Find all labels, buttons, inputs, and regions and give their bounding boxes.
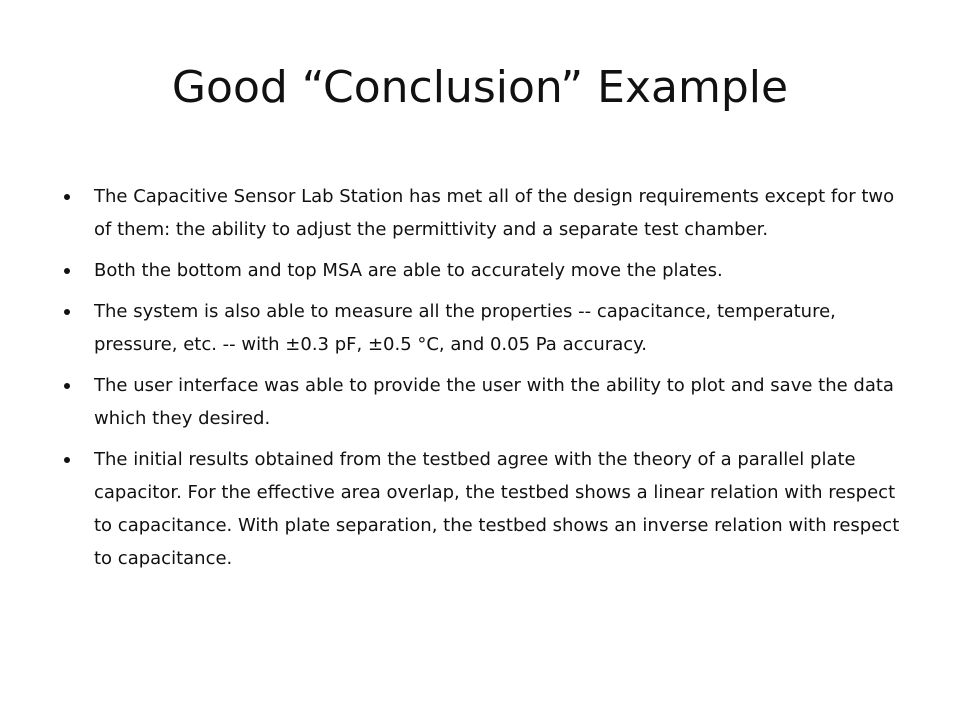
bullet-text: Both the bottom and top MSA are able to accurately move the plates.: [94, 260, 723, 281]
slide-title: Good “Conclusion” Example: [171, 62, 789, 113]
bullet-point-icon: [64, 383, 70, 389]
bullet-item: [60, 443, 910, 575]
bullet-point-icon: [64, 457, 70, 463]
bullet-point-icon: [64, 194, 70, 200]
bullet-point-icon: [64, 268, 70, 274]
bullet-text: The Capacitive Sensor Lab Station has met all of the design requirements except for two of them: the ability to adjust the permittivity and a separate test chamber.: [94, 186, 895, 240]
bullet-text: The user interface was able to provide the user with the ability to plot and save the data which they desired.: [94, 375, 894, 429]
bullet-item: [60, 180, 910, 246]
bullet-item: [60, 369, 910, 435]
bullet-list: [60, 180, 910, 583]
bullet-point-icon: [64, 309, 70, 315]
bullet-text: The system is also able to measure all the properties -- capacitance, temperature, pressure, etc. -- with ±0.3 pF, ±0.5 °C, and 0.05 Pa accuracy.: [94, 301, 836, 355]
bullet-item: [60, 295, 910, 361]
bullet-text: The initial results obtained from the testbed agree with the theory of a parallel plate capacitor. For the effective area overlap, the testbed shows a linear relation with respect to capacitance. With plate separation, the testbed shows an inverse relation with respect to capacitance.: [94, 449, 900, 569]
bullet-item: [60, 254, 910, 287]
